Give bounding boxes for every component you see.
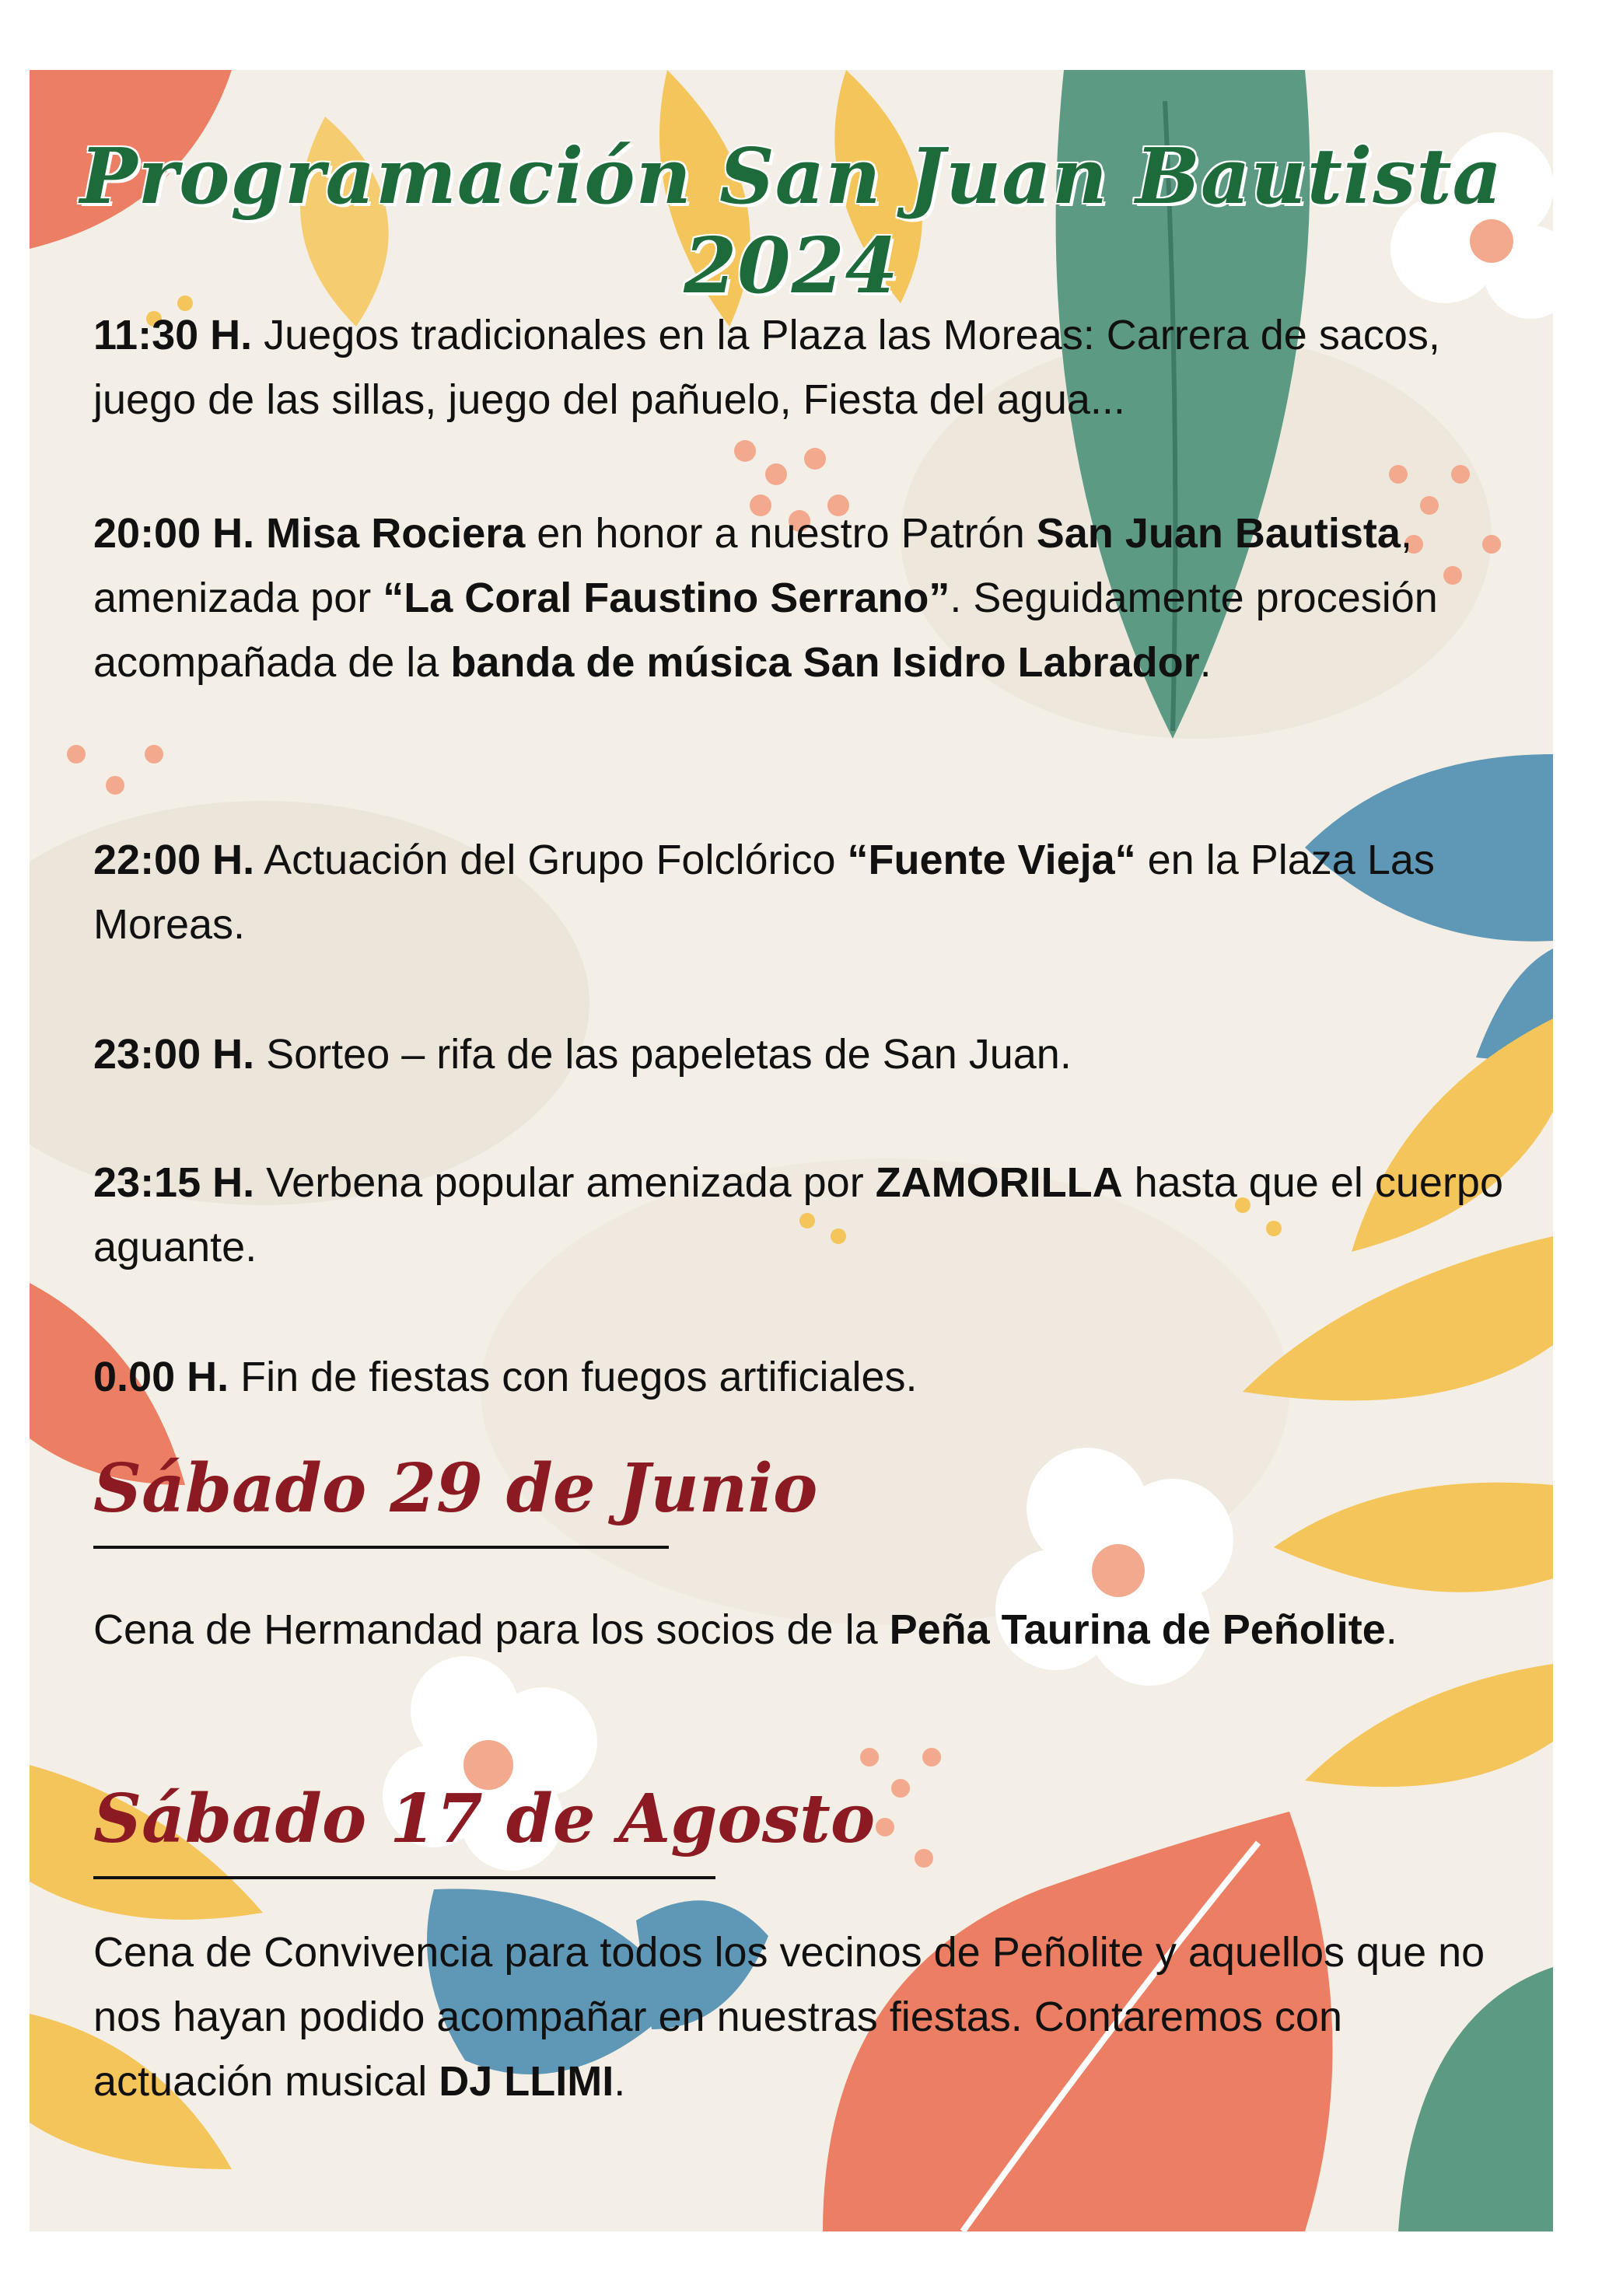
schedule-item: [93, 1151, 1516, 1280]
schedule-highlight: banda de música San Isidro Labrador: [450, 639, 1200, 686]
section-heading-august: Sábado 17 de Agosto: [93, 1780, 876, 1858]
event-poster: [30, 70, 1553, 2231]
heading-underline: [93, 1876, 715, 1879]
yellow-leaf-icon: [1305, 1664, 1553, 1787]
schedule-highlight: “La Coral Faustino Serrano”: [383, 575, 950, 621]
schedule-text: , amenizada por: [93, 510, 1412, 621]
schedule-text: .: [1199, 639, 1212, 686]
schedule-item: [93, 828, 1516, 957]
schedule-text: en honor a nuestro Patrón: [525, 510, 1037, 557]
schedule-time: 20:00 H.: [93, 510, 255, 557]
schedule-highlight: ZAMORILLA: [875, 1159, 1123, 1206]
schedule-item: [93, 303, 1516, 432]
schedule-text: Verbena popular amenizada por: [254, 1159, 876, 1206]
schedule-highlight: San Juan Bautista: [1036, 510, 1401, 557]
schedule-time: 23:15 H.: [93, 1159, 255, 1206]
schedule-time: 23:00 H.: [93, 1031, 255, 1078]
page-title: Programación San Juan Bautista 2024: [79, 132, 1503, 311]
section-august-text: [93, 1920, 1516, 2114]
schedule-text: Fin de fiestas con fuegos artificiales.: [229, 1354, 918, 1400]
schedule-time: 22:00 H.: [93, 837, 255, 883]
section-text: .: [1385, 1606, 1397, 1653]
schedule-highlight: Misa Rociera: [266, 510, 526, 557]
schedule-item: [93, 1345, 1516, 1410]
schedule-time: 11:30 H.: [93, 312, 253, 358]
schedule-text: Actuación del Grupo Folclórico: [254, 837, 848, 883]
schedule-highlight: “Fuente Vieja“: [847, 837, 1136, 883]
section-highlight: DJ LLIMI: [439, 2058, 614, 2105]
yellow-leaf-icon: [1274, 1483, 1553, 1592]
section-text: Cena de Convivencia para todos los vecinos de Peñolite y aquellos que no nos hayan podido acompañar en nuestras fiestas. Contaremos con actuación musical: [93, 1929, 1485, 2105]
section-highlight: Peña Taurina de Peñolite: [889, 1606, 1386, 1653]
section-text: Cena de Hermandad para los socios de la: [93, 1606, 890, 1653]
schedule-text: Juegos tradicionales en la Plaza las Moreas: Carrera de sacos, juego de las sillas, juego del pañuelo, Fiesta del agua...: [93, 312, 1440, 423]
schedule-time: 0.00 H.: [93, 1354, 229, 1400]
section-june-text: [93, 1598, 1516, 1662]
schedule-item: [93, 501, 1516, 695]
schedule-text: hasta que el cuerpo aguante.: [93, 1159, 1503, 1270]
schedule-text: Sorteo – rifa de las papeletas de San Juan.: [254, 1031, 1072, 1078]
schedule-item: [93, 1022, 1516, 1087]
heading-underline: [93, 1546, 669, 1549]
schedule-text: . Seguidamente procesión acompañada de la: [93, 575, 1438, 686]
section-heading-june: Sábado 29 de Junio: [93, 1449, 818, 1528]
schedule-text: en la Plaza Las Moreas.: [93, 837, 1435, 948]
section-text: .: [614, 2058, 626, 2105]
